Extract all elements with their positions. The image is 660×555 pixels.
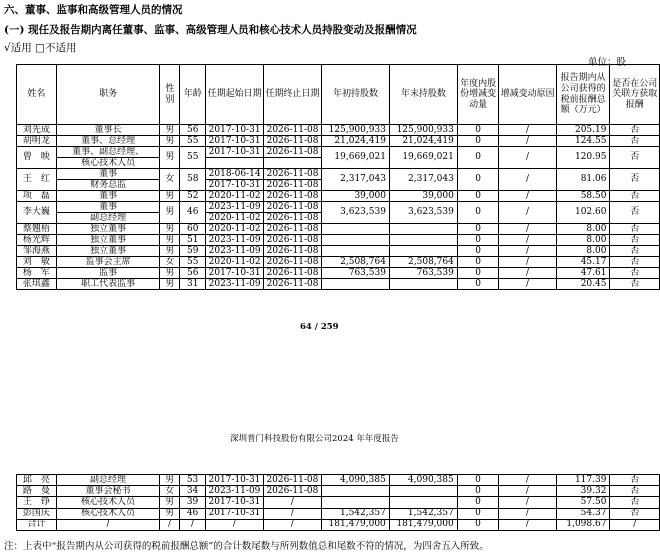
cell-gender: 男	[160, 224, 180, 235]
executive-table-continued	[16, 474, 660, 531]
cell-end-date: 2026-11-08	[264, 180, 322, 191]
cell-start-date: 2017-10-31	[206, 125, 264, 136]
cell-start-date: 2023-11-09	[206, 235, 264, 246]
cell-end-date: 2026-11-08	[264, 125, 322, 136]
cell-name: 杨 军	[17, 268, 57, 279]
report-header: 深圳普门科技股份有限公司2024 年年度报告	[230, 434, 399, 444]
cell-role: 独立董事	[56, 235, 160, 246]
cell-reason: /	[499, 519, 556, 530]
cell-age: 58	[180, 169, 206, 191]
footnote: 注：上表中“报告期内从公司获得的税前报酬总额”的合计数尾数与所列数值总和尾数不符的情况，为四舍五入所致。	[4, 541, 489, 552]
cell-related: 否	[610, 486, 660, 497]
cell-reason: /	[499, 246, 556, 257]
cell-change: 0	[457, 268, 499, 279]
cell-change: 0	[457, 475, 499, 486]
cell-role: 董事长	[56, 125, 160, 136]
cell-shares-end: 4,090,385	[389, 475, 457, 486]
cell-end-date: /	[263, 497, 321, 508]
table-row	[17, 125, 660, 136]
table-row	[17, 486, 660, 497]
cell-age: 52	[180, 191, 206, 202]
cell-name: 胡明龙	[17, 136, 57, 147]
cell-shares-begin: 1,542,357	[321, 508, 389, 519]
cell-shares-begin	[321, 497, 389, 508]
cell-shares-begin	[322, 246, 390, 257]
cell-related: 否	[610, 508, 660, 519]
cell-pay: 1,098.67	[556, 519, 610, 530]
cell-reason: /	[499, 125, 556, 136]
cell-end-date: 2026-11-08	[264, 257, 322, 268]
cell-related: 否	[610, 224, 660, 235]
header-cell: 任期终止日期	[264, 65, 322, 125]
cell-age: 56	[180, 268, 206, 279]
cell-shares-begin: 39,000	[322, 191, 390, 202]
cell-start-date: 2017-10-31	[206, 147, 264, 158]
cell-name: 曾 映	[17, 147, 57, 169]
header-cell: 任期起始日期	[206, 65, 264, 125]
table-header-row	[17, 65, 660, 125]
cell-start-date: 2023-11-09	[205, 486, 263, 497]
cell-end-date: 2026-11-08	[264, 213, 322, 224]
cell-gender: /	[160, 519, 180, 530]
header-cell: 年度内股份增减变动量	[457, 65, 499, 125]
cell-gender: 男	[160, 497, 180, 508]
table-row	[17, 475, 660, 486]
cell-age: 34	[180, 486, 206, 497]
cell-start-date: 2023-11-09	[206, 279, 264, 290]
cell-shares-end: 763,539	[389, 268, 457, 279]
cell-reason: /	[499, 475, 556, 486]
cell-shares-begin: 3,623,539	[322, 202, 390, 224]
cell-end-date: /	[263, 519, 321, 530]
cell-role: 核心技术人员	[56, 158, 160, 169]
cell-related: 否	[610, 246, 660, 257]
subsection-title: (一) 现任及报告期内离任董事、监事、高级管理人员和核心技术人员持股变动及报酬情况	[4, 24, 417, 36]
cell-role: 董事、总经理	[56, 136, 160, 147]
cell-name: 合计	[17, 519, 57, 530]
cell-start-date: 2020-11-02	[206, 213, 264, 224]
cell-shares-end	[389, 279, 457, 290]
cell-end-date: 2026-11-08	[264, 147, 322, 158]
cell-shares-begin: 2,317,043	[322, 169, 390, 191]
header-cell: 年初持股数	[322, 65, 390, 125]
cell-related: 否	[610, 125, 660, 136]
cell-name: 邹海燕	[17, 246, 57, 257]
cell-change: 0	[457, 136, 499, 147]
cell-pay: 45.17	[556, 257, 610, 268]
cell-pay: 47.61	[556, 268, 610, 279]
cell-related: 否	[610, 279, 660, 290]
cell-change: 0	[457, 519, 499, 530]
table-row	[17, 257, 660, 268]
table-row	[17, 279, 660, 290]
cell-role: 董事会秘书	[56, 486, 159, 497]
cell-gender: 男	[160, 235, 180, 246]
cell-role: 财务总监	[56, 180, 160, 191]
cell-related: 否	[610, 202, 660, 224]
cell-age: 46	[180, 202, 206, 224]
cell-role: 副总经理	[56, 475, 159, 486]
cell-change: 0	[457, 191, 499, 202]
cell-name: 项 磊	[17, 191, 57, 202]
cell-role: 董事	[56, 169, 160, 180]
header-cell: 性别	[160, 65, 180, 125]
cell-start-date: 2017-10-31	[205, 497, 263, 508]
cell-shares-begin: 4,090,385	[321, 475, 389, 486]
cell-age: 31	[180, 279, 206, 290]
cell-shares-end	[389, 497, 457, 508]
cell-role: 核心技术人员	[56, 497, 159, 508]
cell-related: 否	[610, 268, 660, 279]
cell-end-date: 2026-11-08	[264, 169, 322, 180]
applicability-options	[4, 40, 76, 55]
cell-end-date: /	[263, 508, 321, 519]
cell-change: 0	[457, 497, 499, 508]
cell-change: 0	[457, 486, 499, 497]
cell-pay: 124.55	[556, 136, 610, 147]
cell-end-date: 2026-11-08	[264, 224, 322, 235]
cell-change: 0	[457, 147, 499, 169]
table-row	[17, 191, 660, 202]
executive-table	[16, 64, 660, 290]
cell-start-date: 2017-10-31	[206, 268, 264, 279]
cell-start-date: 2023-11-09	[206, 246, 264, 257]
cell-end-date: 2026-11-08	[264, 279, 322, 290]
cell-pay: 8.00	[556, 246, 610, 257]
cell-related: 否	[610, 169, 660, 191]
cell-shares-end	[389, 224, 457, 235]
cell-shares-end: 39,000	[389, 191, 457, 202]
cell-role: 监事	[56, 268, 160, 279]
cell-reason: /	[499, 235, 556, 246]
table-row	[17, 497, 660, 508]
cell-age: /	[180, 519, 206, 530]
cell-age: 59	[180, 246, 206, 257]
not-applicable-option: □不适用	[35, 42, 77, 54]
cell-name: 刘先成	[17, 125, 57, 136]
cell-name: 邱 亮	[17, 475, 57, 486]
cell-gender: 男	[160, 508, 180, 519]
cell-shares-end: 2,508,764	[389, 257, 457, 268]
table-row	[17, 519, 660, 530]
unit-label: 单位：股	[588, 57, 627, 68]
cell-pay: 57.50	[556, 497, 610, 508]
cell-pay: 58.50	[556, 191, 610, 202]
cell-change: 0	[457, 279, 499, 290]
cell-pay: 117.39	[556, 475, 610, 486]
cell-gender: 男	[160, 268, 180, 279]
cell-gender: 男	[160, 475, 180, 486]
table-row	[17, 136, 660, 147]
cell-related: 否	[610, 497, 660, 508]
cell-shares-begin: 181,479,000	[321, 519, 389, 530]
cell-reason: /	[499, 268, 556, 279]
cell-reason: /	[499, 202, 556, 224]
cell-start-date: /	[205, 519, 263, 530]
applicable-option: √适用	[4, 42, 32, 54]
cell-shares-end	[389, 246, 457, 257]
cell-age: 53	[180, 475, 206, 486]
cell-name: 路 曼	[17, 486, 57, 497]
cell-start-date: 2017-10-31	[205, 475, 263, 486]
cell-role: 独立董事	[56, 246, 160, 257]
cell-end-date: 2026-11-08	[264, 268, 322, 279]
cell-end-date: 2026-11-08	[264, 191, 322, 202]
page-number: 64 / 259	[300, 322, 339, 332]
cell-end-date: 2026-11-08	[264, 235, 322, 246]
cell-name: 杨光辉	[17, 235, 57, 246]
cell-shares-begin	[322, 235, 390, 246]
cell-gender: 女	[160, 486, 180, 497]
cell-gender: 女	[160, 257, 180, 268]
cell-name: 王 红	[17, 169, 57, 191]
section-title: 六、董事、监事和高级管理人员的情况	[4, 4, 183, 16]
cell-role: 董事	[56, 191, 160, 202]
cell-gender: 男	[160, 202, 180, 224]
cell-shares-end: 125,900,933	[389, 125, 457, 136]
cell-pay: 20.45	[556, 279, 610, 290]
table-row	[17, 169, 660, 180]
table-row	[17, 224, 660, 235]
cell-related: 否	[610, 257, 660, 268]
cell-gender: 男	[160, 125, 180, 136]
cell-shares-begin: 21,024,419	[322, 136, 390, 147]
cell-shares-begin	[322, 224, 390, 235]
header-cell: 报告期内从公司获得的税前报酬总额（万元）	[556, 65, 610, 125]
cell-age: 39	[180, 497, 206, 508]
table-row	[17, 202, 660, 213]
cell-start-date: 2017-10-31	[206, 180, 264, 191]
cell-name: 王 铮	[17, 497, 57, 508]
header-cell: 职务	[56, 65, 160, 125]
cell-related: 否	[610, 235, 660, 246]
cell-start-date: 2020-11-02	[206, 257, 264, 268]
header-cell: 年龄	[180, 65, 206, 125]
cell-change: 0	[457, 125, 499, 136]
cell-gender: 男	[160, 191, 180, 202]
cell-gender: 男	[160, 147, 180, 169]
cell-age: 55	[180, 136, 206, 147]
cell-name: 彭国庆	[17, 508, 57, 519]
cell-gender: 男	[160, 246, 180, 257]
cell-pay: 120.95	[556, 147, 610, 169]
cell-role: 董事	[56, 202, 160, 213]
cell-shares-end: 1,542,357	[389, 508, 457, 519]
table-row	[17, 246, 660, 257]
cell-shares-end	[389, 235, 457, 246]
cell-reason: /	[499, 279, 556, 290]
cell-related: 否	[610, 136, 660, 147]
cell-change: 0	[457, 246, 499, 257]
cell-change: 0	[457, 224, 499, 235]
cell-start-date	[206, 158, 264, 169]
cell-role: 董事、副总经理、	[56, 147, 160, 158]
cell-gender: 男	[160, 279, 180, 290]
cell-start-date: 2020-11-02	[206, 224, 264, 235]
header-cell: 是否在公司关联方获取报酬	[610, 65, 660, 125]
cell-start-date: 2017-10-31	[205, 508, 263, 519]
table-row	[17, 235, 660, 246]
cell-shares-end: 21,024,419	[389, 136, 457, 147]
cell-age: 55	[180, 257, 206, 268]
cell-age: 46	[180, 508, 206, 519]
cell-reason: /	[499, 147, 556, 169]
cell-change: 0	[457, 169, 499, 191]
cell-related: 否	[610, 191, 660, 202]
table-row	[17, 147, 660, 158]
cell-start-date: 2018-06-14	[206, 169, 264, 180]
cell-shares-begin: 19,669,021	[322, 147, 390, 169]
cell-end-date: 2026-11-08	[264, 136, 322, 147]
cell-reason: /	[499, 508, 556, 519]
cell-start-date: 2023-11-09	[206, 202, 264, 213]
cell-reason: /	[499, 136, 556, 147]
cell-gender: 女	[160, 169, 180, 191]
cell-role: 独立董事	[56, 224, 160, 235]
cell-reason: /	[499, 497, 556, 508]
cell-role: 监事会主席	[56, 257, 160, 268]
cell-pay: 205.19	[556, 125, 610, 136]
cell-age: 51	[180, 235, 206, 246]
cell-end-date: 2026-11-08	[263, 475, 321, 486]
cell-name: 张琪鑫	[17, 279, 57, 290]
cell-reason: /	[499, 224, 556, 235]
cell-gender: 男	[160, 136, 180, 147]
cell-age: 56	[180, 125, 206, 136]
cell-change: 0	[457, 235, 499, 246]
cell-reason: /	[499, 486, 556, 497]
cell-name: 蔡翘梧	[17, 224, 57, 235]
cell-shares-end	[389, 486, 457, 497]
cell-role: 核心技术人员	[56, 508, 159, 519]
cell-shares-begin	[322, 279, 390, 290]
cell-pay: 8.00	[556, 224, 610, 235]
cell-related: /	[610, 519, 660, 530]
cell-shares-begin: 2,508,764	[322, 257, 390, 268]
cell-shares-end: 2,317,043	[389, 169, 457, 191]
header-cell: 姓名	[17, 65, 57, 125]
cell-reason: /	[499, 257, 556, 268]
table-row	[17, 508, 660, 519]
cell-change: 0	[457, 508, 499, 519]
cell-end-date: 2026-11-08	[264, 246, 322, 257]
cell-pay: 8.00	[556, 235, 610, 246]
cell-pay: 54.37	[556, 508, 610, 519]
cell-start-date: 2020-11-02	[206, 191, 264, 202]
cell-role: /	[56, 519, 159, 530]
cell-shares-begin: 125,900,933	[322, 125, 390, 136]
cell-change: 0	[457, 202, 499, 224]
table-row	[17, 268, 660, 279]
header-cell: 年末持股数	[389, 65, 457, 125]
cell-change: 0	[457, 257, 499, 268]
cell-reason: /	[499, 169, 556, 191]
cell-role: 职工代表监事	[56, 279, 160, 290]
cell-shares-end: 19,669,021	[389, 147, 457, 169]
cell-start-date: 2017-10-31	[206, 136, 264, 147]
cell-pay: 81.06	[556, 169, 610, 191]
cell-pay: 102.60	[556, 202, 610, 224]
cell-shares-end: 181,479,000	[389, 519, 457, 530]
cell-related: 否	[610, 475, 660, 486]
cell-end-date: 2026-11-08	[264, 202, 322, 213]
header-cell: 增减变动原因	[499, 65, 556, 125]
cell-end-date	[264, 158, 322, 169]
cell-shares-begin	[321, 486, 389, 497]
cell-end-date: 2026-11-08	[263, 486, 321, 497]
cell-shares-begin: 763,539	[322, 268, 390, 279]
cell-reason: /	[499, 191, 556, 202]
cell-age: 55	[180, 147, 206, 169]
cell-name: 李大巍	[17, 202, 57, 224]
cell-related: 否	[610, 147, 660, 169]
cell-role: 副总经理	[56, 213, 160, 224]
cell-name: 刘 敏	[17, 257, 57, 268]
cell-pay: 39.32	[556, 486, 610, 497]
cell-shares-end: 3,623,539	[389, 202, 457, 224]
cell-age: 60	[180, 224, 206, 235]
